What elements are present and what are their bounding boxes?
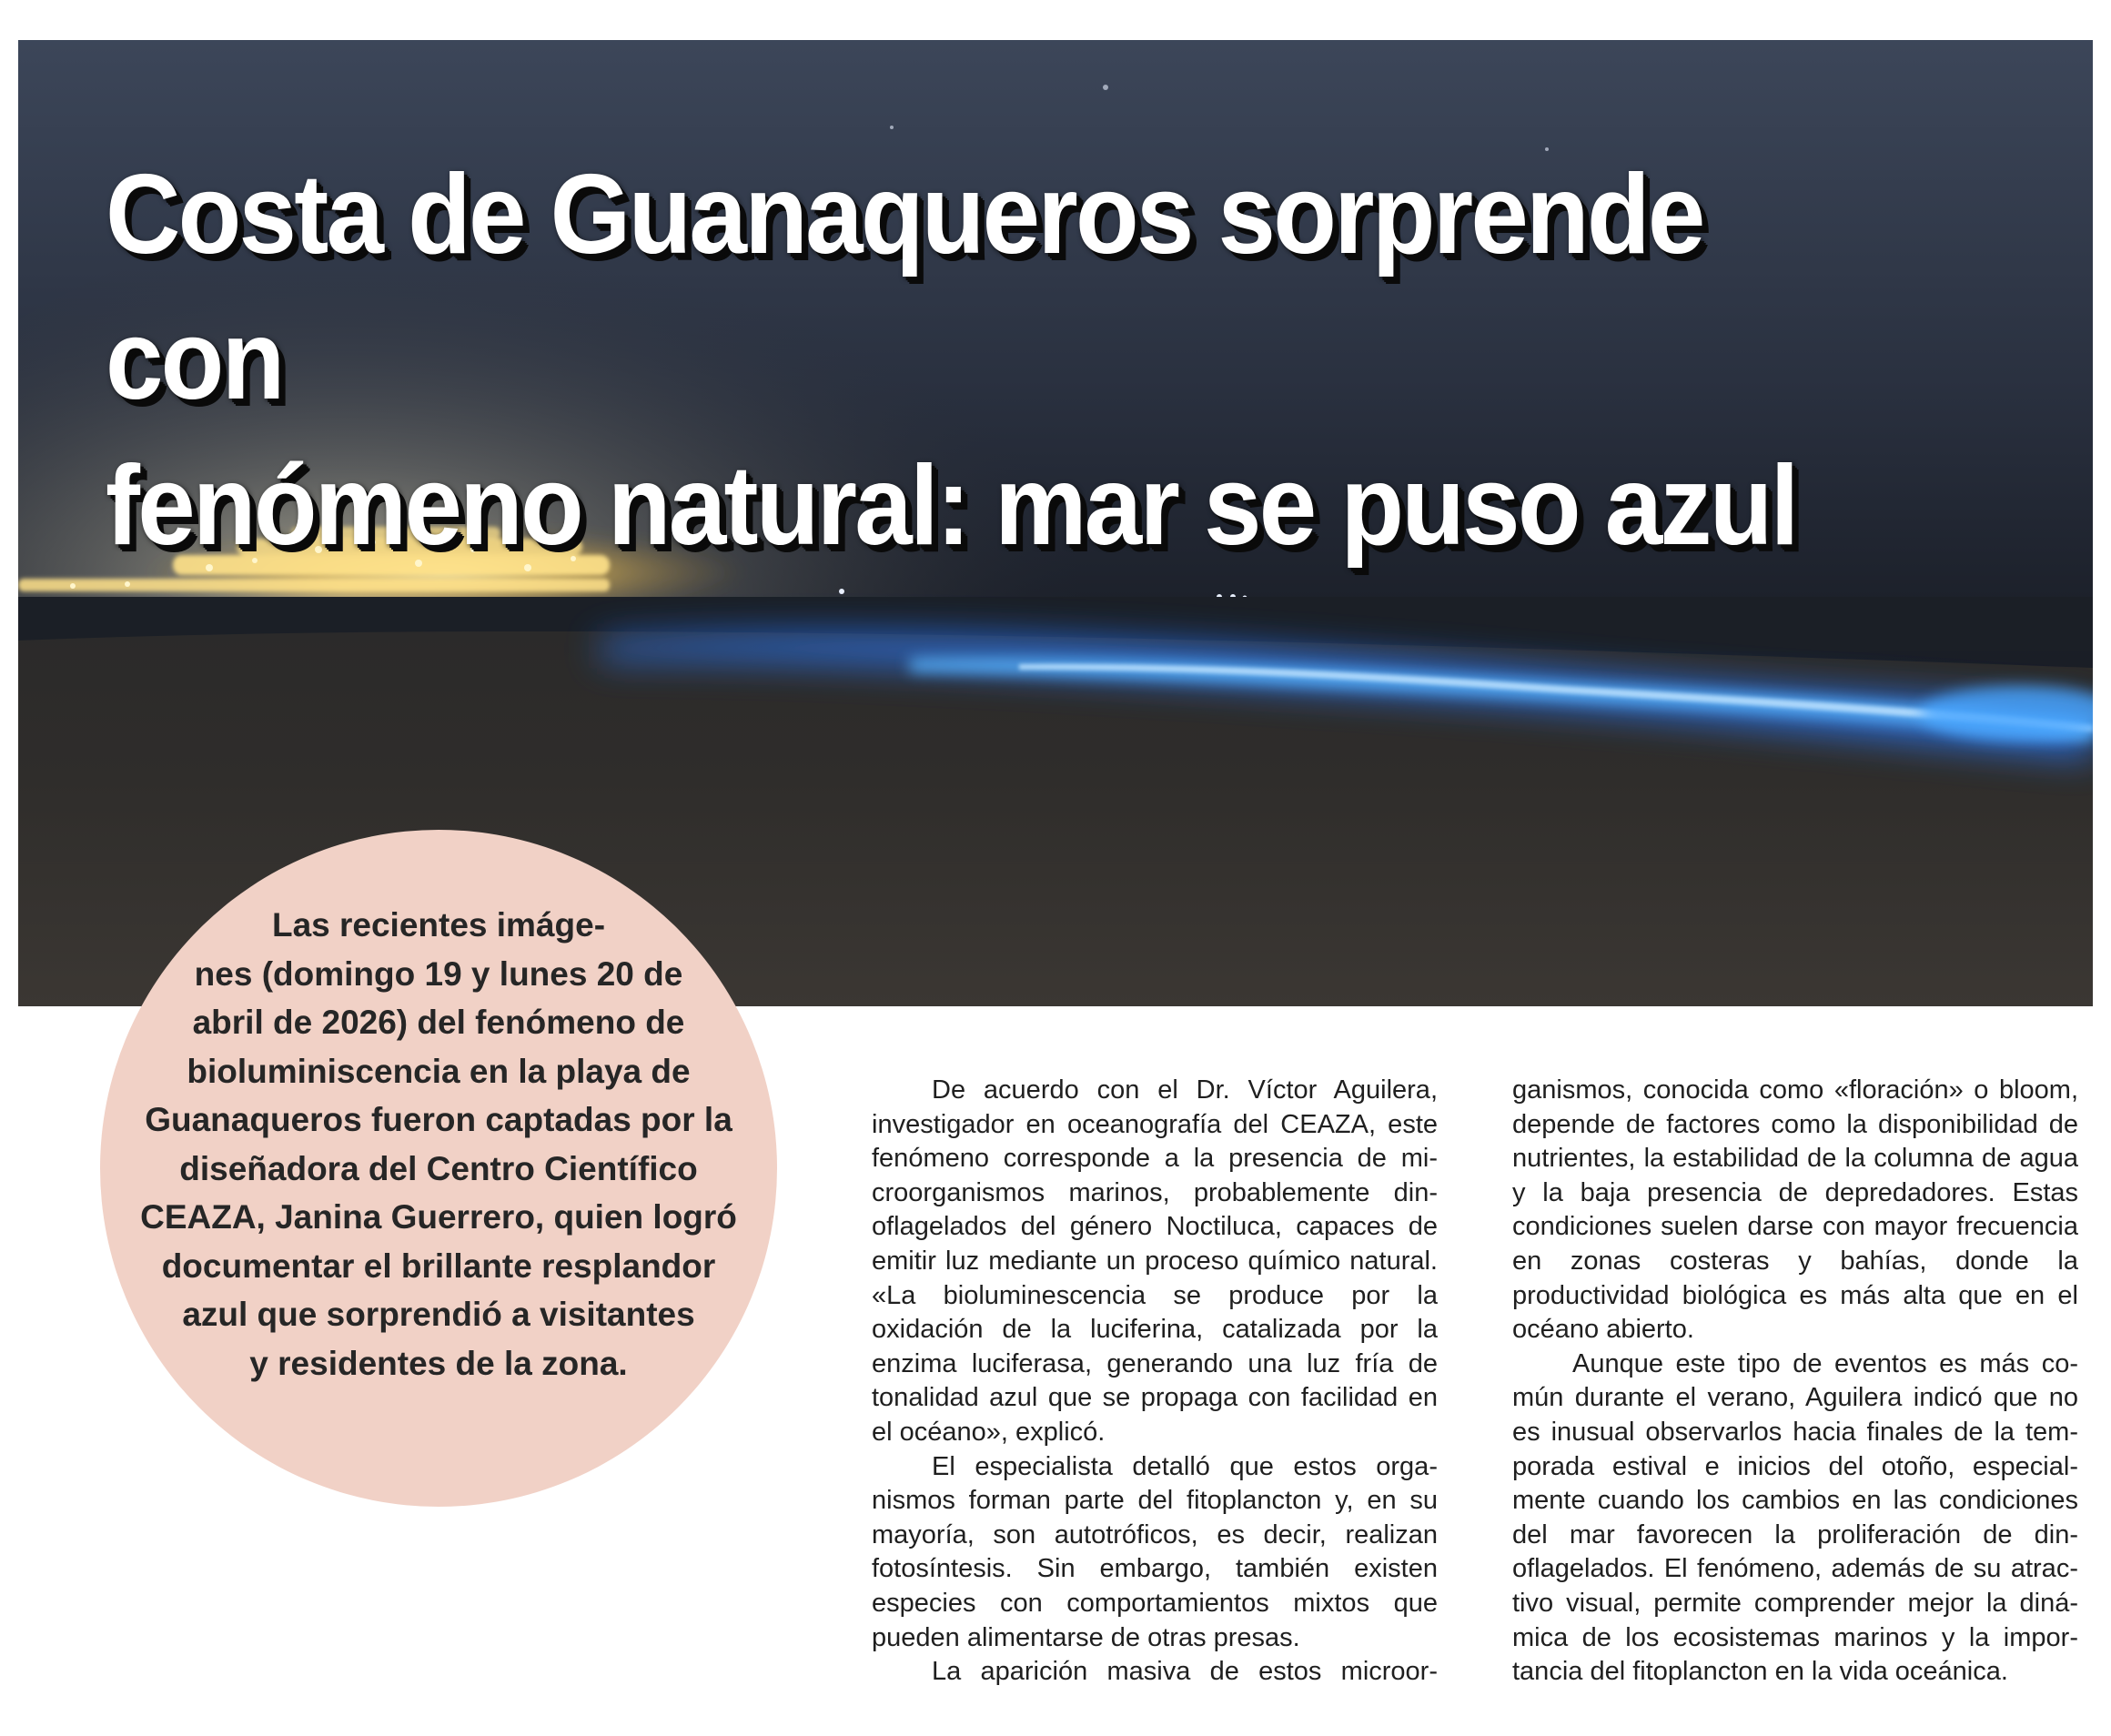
article-paragraph: La aparición masiva de estos microor- [932,1657,1438,1687]
pull-quote-line: nes (domingo 19 y lunes 20 de [194,954,683,993]
article-column-left [872,1074,1438,1690]
pull-quote-line: azul que sorprendió a visitantes [182,1296,695,1333]
pull-quote-line: y residentes de la zona. [249,1344,628,1382]
headline: Costa de Guanaqueros sorprende con fenómeno natural: mar se puso azul [106,152,1797,569]
pull-quote-line: CEAZA, Janina Guerrero, quien logró [140,1198,737,1236]
pull-quote [118,901,759,1388]
article-paragraph: De acuerdo con el Dr. Víctor Aguilera, investigador en oceanografía del CEAZA, este fenómeno corresponde a la presencia de microorganismos marinos, probablemente dinoflagelados del género Noctiluca, capaces de emitir luz mediante un proceso químico natural. «La bioluminescencia se produce por la oxidación de la luciferina, catalizada por la enzima luciferasa, generando una luz fría de tonalidad azul que se propaga con facilidad en el océano», explicó. [872,1075,1438,1447]
article-paragraph: El especialista detalló que estos organismos forman parte del fitoplancton y, en su mayoría, son autotróficos, es decir, realizan fotosíntesis. Sin embargo, también existen especies con comportamientos mixtos que pueden alimentarse de otras presas. [872,1451,1438,1652]
pull-quote-line: bioluminiscencia en la playa de [187,1052,691,1090]
pull-quote-line: diseñadora del Centro Científico [179,1149,698,1187]
pull-quote-line: Guanaqueros fueron captadas por la [145,1101,732,1138]
article-paragraph: Aunque este tipo de eventos es más común durante el verano, Aguilera indicó que no es inusual observarlos hacia finales de la temporada estival e inicios del otoño, especialmente cuando los cambios en las condiciones del mar favorecen la proliferación de dinoflagelados. El fenómeno, además de su atractivo visual, permite comprender mejor la dinámica de los ecosistemas marinos y la importancia del fitoplancton en la vida oceánica. [1512,1348,2078,1687]
pull-quote-line: documentar el brillante resplandor [161,1246,716,1285]
article-paragraph: ganismos, conocida como «floración» o bloom, depende de factores como la disponibilidad de nutrientes, la estabilidad de la columna de agua y la baja presencia de depredadores. Estas condiciones suelen darse con mayor frecuencia en zonas costeras y bahías, donde la productividad biológica es más alta que en el océano abierto. [1512,1075,2078,1345]
pull-quote-line: Las recientes imáge- [271,906,606,944]
article-column-right [1512,1074,2078,1690]
pull-quote-line: abril de 2026) del fenómeno de [192,1004,685,1041]
